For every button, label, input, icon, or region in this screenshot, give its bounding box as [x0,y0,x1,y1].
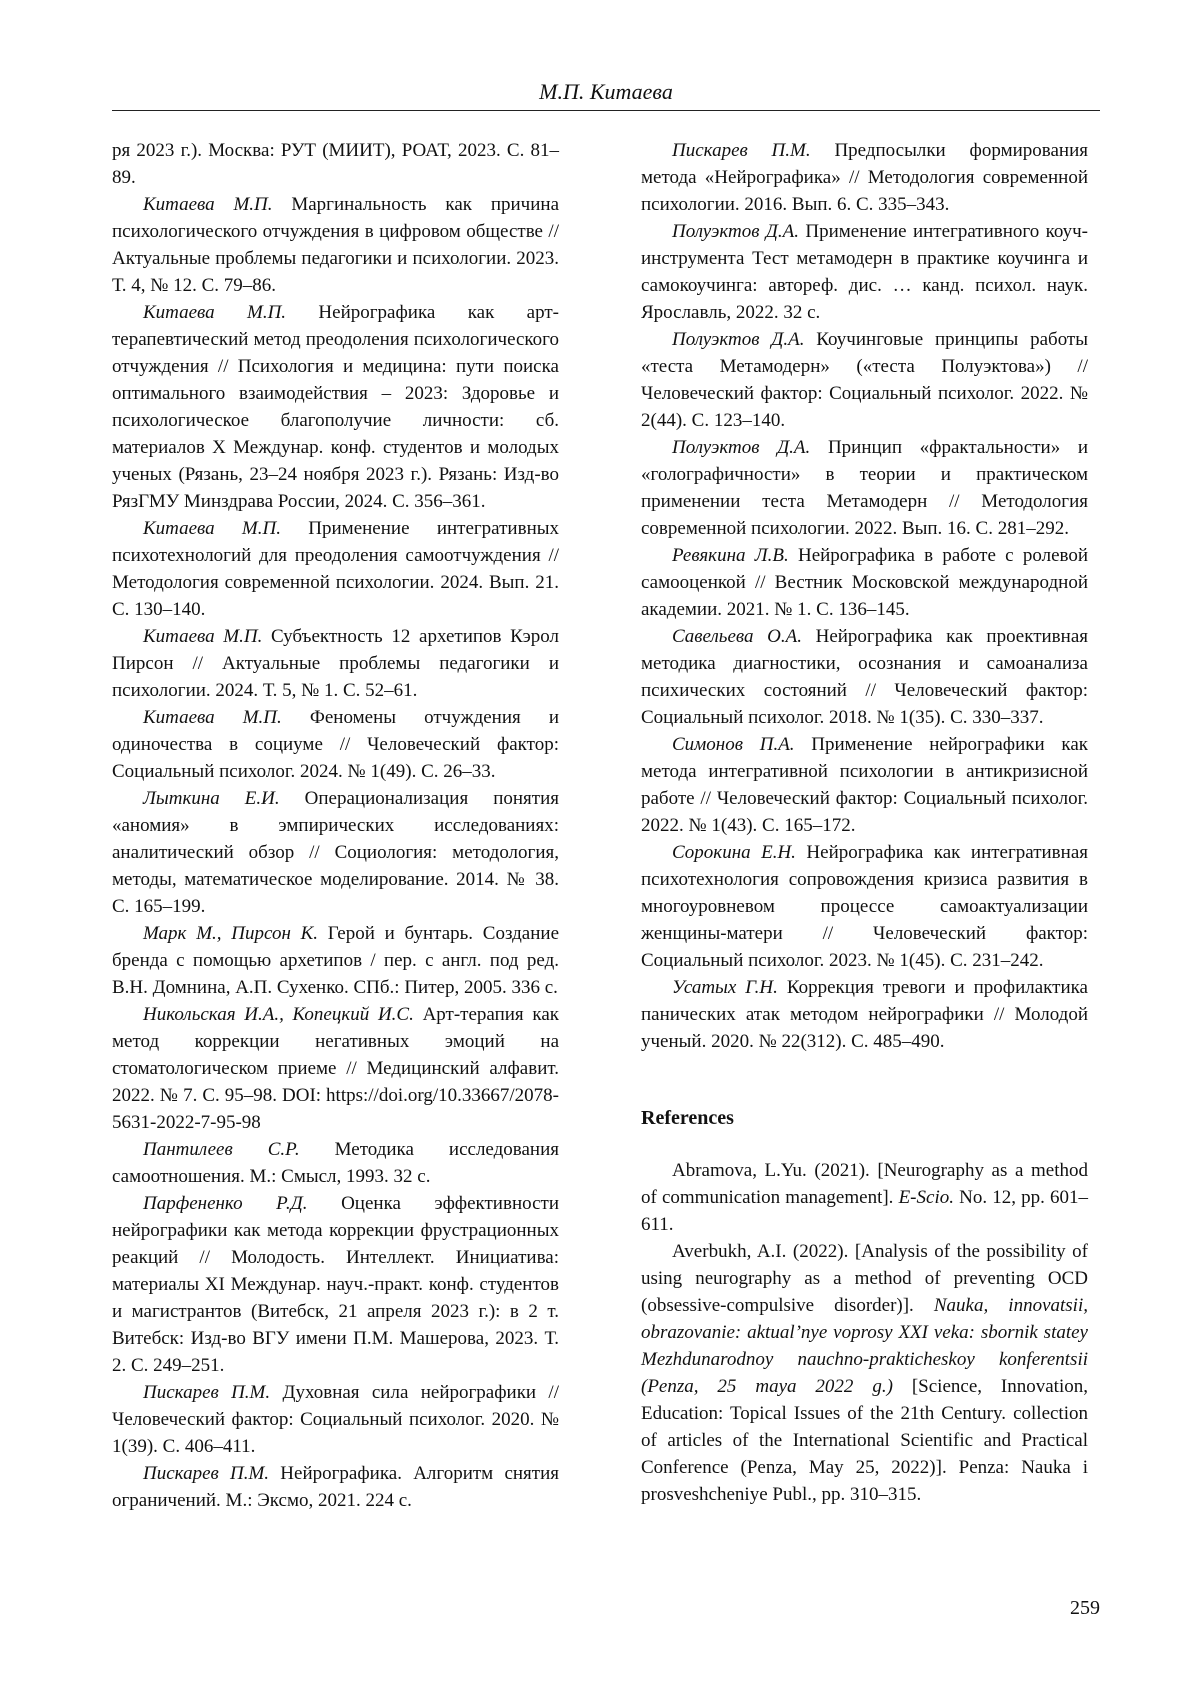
bibliography-entry [112,704,559,785]
bibliography-entry [112,191,559,299]
reference-entry [641,1157,1088,1238]
entry-text: Коучинговые принципы работы «теста Метамодерн» («теста Полуэктова») // Человеческий фактор: Социальный психолог. 2022. № 2(44). С. 123–140. [641,329,1088,431]
running-header: М.П. Китаева [112,78,1100,106]
entry-author: Китаева М.П. [143,518,281,539]
entry-text: Арт-терапия как метод коррекции негативных эмоций на стоматологическом приеме // Медицинский алфавит. 2022. № 7. С. 95–98. DOI: https://doi.org/10.33667/2078-5631-2022-7-95-98 [112,1004,559,1133]
entry-text: Применение нейрографики как метода интегративной психологии в антикризисной работе // Человеческий фактор: Социальный психолог. 2022. № 1(43). С. 165–172. [641,734,1088,836]
reference-text: Abramova, L.Yu. (2021). [Neurography as a method of communication management]. [641,1160,1088,1208]
references-list [641,1157,1088,1508]
bibliography-entry [112,1460,559,1514]
entry-text: Субъектность 12 архетипов Кэрол Пирсон // Актуальные проблемы педагогики и психологии. 2024. Т. 5, № 1. С. 52–61. [112,626,559,701]
entry-text: Духовная сила нейрографики // Человеческий фактор: Социальный психолог. 2020. № 1(39). С. 406–411. [112,1382,559,1457]
reference-source-title: Nauka, innovatsii, obrazovanie: aktual’nye voprosy XXI veka: sbornik statey Mezhdunarodnoy nauchno-prakticheskoy konferentsii (Penza, 25 maya 2022 g.) [641,1295,1088,1397]
entry-text: Методика исследования самоотношения. М.: Смысл, 1993. 32 с. [112,1139,559,1187]
entry-author: Симонов П.А. [672,734,795,755]
entry-text: Коррекция тревоги и профилактика панических атак методом нейрографики // Молодой ученый. 2020. № 22(312). С. 485–490. [641,977,1088,1052]
entry-text: Оценка эффективности нейрографики как метода коррекции фрустрационных реакций // Молодость. Интеллект. Инициатива: материалы XI Междунар. науч.-практ. конф. студентов и магистрантов (Витебск, 21 апреля 2023 г.): в 2 т. Витебск: Изд-во ВГУ имени П.М. Машерова, 2023. Т. 2. С. 249–251. [112,1193,559,1376]
entry-text: Нейрографика как арт-терапевтический метод преодоления психологического отчуждения // Психология и медицина: пути поиска оптимального взаимодействия – 2023: Здоровье и психологическое благополучие личности: сб. материалов X Междунар. конф. студентов и молодых ученых (Рязань, 23–24 ноября 2023 г.). Рязань: Изд-во РязГМУ Минздрава России, 2024. С. 356–361. [112,302,559,512]
entry-text: Операционализация понятия «аномия» в эмпирических исследованиях: аналитический обзор // Социология: методология, методы, математическое моделирование. 2014. № 38. С. 165–199. [112,788,559,917]
entry-author: Пискарев П.М. [143,1382,270,1403]
entry-author: Пантилеев С.Р. [143,1139,300,1160]
entry-text: Применение интегративного коуч-инструмента Тест метамодерн в практике коучинга и самокоучинга: автореф. дис. … канд. психол. наук. Ярославль, 2022. 32 с. [641,221,1088,323]
entry-text: Предпосылки формирования метода «Нейрографика» // Методология современной психологии. 2016. Вып. 6. С. 335–343. [641,140,1088,215]
entry-author: Сорокина Е.Н. [672,842,796,863]
entry-author: Китаева М.П. [143,302,286,323]
entry-text: Нейрографика как проективная методика диагностики, осознания и самоанализа психических состояний // Человеческий фактор: Социальный психолог. 2018. № 1(35). С. 330–337. [641,626,1088,728]
entry-author: Усатых Г.Н. [672,977,778,998]
entry-author: Никольская И.А., Копецкий И.С. [143,1004,414,1025]
reference-source-title: E-Scio. [899,1187,954,1208]
bibliography-entry [112,137,559,191]
bibliography-entry [641,623,1088,731]
header-rule [112,110,1100,111]
reference-text: Averbukh, A.I. (2022). [Analysis of the possibility of using neurography as a method of preventing OCD (obsessive-compulsive disorder)]. [641,1241,1088,1316]
reference-entry [641,1238,1088,1508]
bibliography-entry [641,434,1088,542]
entry-author: Китаева М.П. [143,194,273,215]
bibliography-entry [112,299,559,515]
bibliography-entry [112,920,559,1001]
right-column [641,137,1088,1508]
bibliography-entry [641,326,1088,434]
entry-author: Ревякина Л.В. [672,545,789,566]
entry-author: Полуэктов Д.А. [672,221,799,242]
entry-author: Китаева М.П. [143,626,262,647]
entry-author: Савельева О.А. [672,626,802,647]
bibliography-entry [641,974,1088,1055]
bibliography-entry [112,1136,559,1190]
references-heading: References [641,1105,1088,1132]
entry-text: Феномены отчуждения и одиночества в социуме // Человеческий фактор: Социальный психолог. 2024. № 1(49). С. 26–33. [112,707,559,782]
bibliography-entry [112,1379,559,1460]
bibliography-entry [112,1001,559,1136]
bibliography-entry [112,785,559,920]
reference-text: No. 12, pp. 601–611. [641,1187,1088,1235]
entry-text: ря 2023 г.). Москва: РУТ (МИИТ), РОАТ, 2023. С. 81–89. [112,140,559,188]
entry-text: Применение интегративных психотехнологий для преодоления самоотчуждения // Методология современной психологии. 2024. Вып. 21. С. 130–140. [112,518,559,620]
entry-author: Китаева М.П. [143,707,282,728]
bibliography-entry [641,137,1088,218]
bibliography-entry [641,218,1088,326]
entry-author: Полуэктов Д.А. [672,437,810,458]
entry-author: Полуэктов Д.А. [672,329,804,350]
entry-text: Принцип «фрактальности» и «голографичности» в теории и практическом применении теста Метамодерн // Методология современной психологии. 2022. Вып. 16. С. 281–292. [641,437,1088,539]
entry-author: Лыткина Е.И. [143,788,280,809]
entry-author: Пискарев П.М. [143,1463,269,1484]
left-column [112,137,559,1514]
bibliography-entry [112,515,559,623]
entry-author: Марк М., Пирсон К. [143,923,318,944]
entry-text: Маргинальность как причина психологического отчуждения в цифровом обществе // Актуальные проблемы педагогики и психологии. 2023. Т. 4, № 12. С. 79–86. [112,194,559,296]
bibliography-entry [112,1190,559,1379]
entry-text: Нейрографика в работе с ролевой самооценкой // Вестник Московской международной академии. 2021. № 1. С. 136–145. [641,545,1088,620]
entry-text: Герой и бунтарь. Создание бренда с помощью архетипов / пер. с англ. под ред. В.Н. Домнина, А.П. Сухенко. СПб.: Питер, 2005. 336 с. [112,923,559,998]
bibliography-entry [641,542,1088,623]
bibliography-entry [641,839,1088,974]
entry-text: Нейрографика. Алгоритм снятия ограничений. М.: Эксмо, 2021. 224 с. [112,1463,559,1511]
bibliography-entry [641,731,1088,839]
bibliography-entry [112,623,559,704]
entry-author: Пискарев П.М. [672,140,811,161]
entry-author: Парфененко Р.Д. [143,1193,307,1214]
right-column-entries [641,137,1088,1055]
reference-text: [Science, Innovation, Education: Topical Issues of the 21th Century. collection of articles of the International Scientific and Practical Conference (Penza, May 25, 2022)]. Penza: Nauka i prosveshcheniye Publ., pp. 310–315. [641,1376,1088,1505]
entry-text: Нейрографика как интегративная психотехнология сопровождения кризиса развития в многоуровневом процессе самоактуализации женщины-матери // Человеческий фактор: Социальный психолог. 2023. № 1(45). С. 231–242. [641,842,1088,971]
page-number: 259 [1030,1595,1100,1621]
